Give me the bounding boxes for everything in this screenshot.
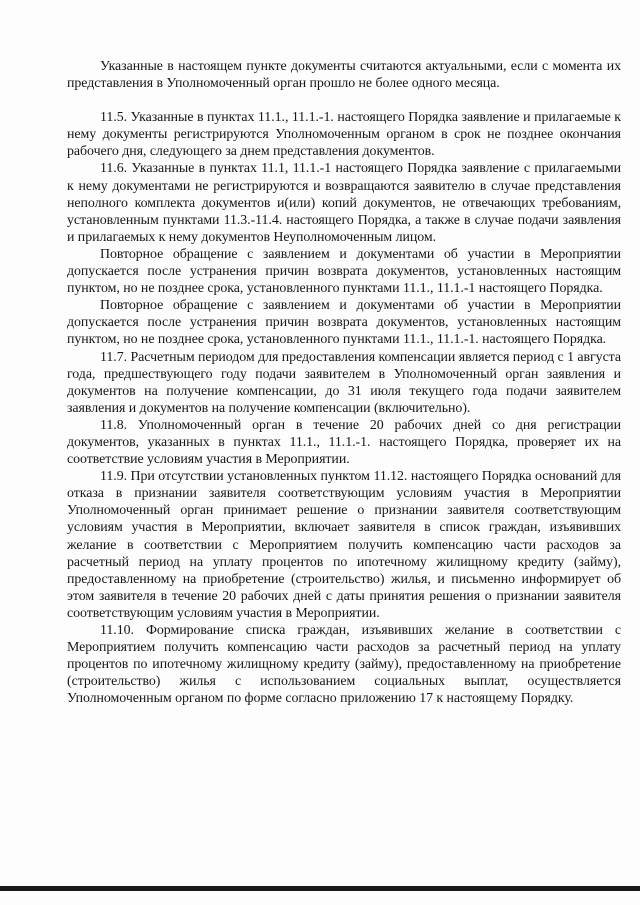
paragraph-repeat-application-2: Повторное обращение с заявлением и документами об участии в Мероприятии допускается после устранения причин возврата документов, установленных настоящим пунктом, но не позднее срока, установленного пунктами 11.1., 11.1.-1. настоящего Порядка. <box>67 298 621 348</box>
paragraph-11-9: 11.9. При отсутствии установленных пунктом 11.12. настоящего Порядка оснований для отказа в признании заявителя соответствующим условиям участия в Мероприятии Уполномоченный орган принимает решение о признании заявителя соответствующим условиям участия в Мероприятии, включает заявителя в список граждан, изъявивших желание в соответствии с Мероприятием получить компенсацию части расходов за расчетный период на уплату процентов по ипотечному жилищному кредиту (займу), предоставленному на приобретение (строительство) жилья, и письменно информирует об этом заявителя в течение 20 рабочих дней с даты принятия решения о признании заявителя соответствующим условиям участия в Мероприятии. <box>67 469 621 621</box>
paragraph-11-6: 11.6. Указанные в пунктах 11.1, 11.1.-1 настоящего Порядка заявление с прилагаемыми к нему документами не регистрируются и возвращаются заявителю в случае представления неполного комплекта документов и(или) копий документов, не отвечающих требованиям, установленным пунктами 11.3.-11.4. настоящего Порядка, а также в случае подачи заявления и прилагаемых к нему документов Неуполномоченным лицом. <box>67 161 621 245</box>
paragraph-11-8: 11.8. Уполномоченный орган в течение 20 рабочих дней со дня регистрации документов, указанных в пунктах 11.1., 11.1.-1. настоящего Порядка, проверяет их на соответствие условиям участия в Мероприятии. <box>67 417 621 468</box>
document-body <box>67 58 621 707</box>
paragraph-11-10: 11.10. Формирование списка граждан, изъявивших желание в соответствии с Мероприятием получить компенсацию части расходов за расчетный период на уплату процентов по ипотечному жилищному кредиту (займу), предоставленному на приобретение (строительство) жилья с использованием социальных выплат, осуществляется Уполномоченным органом по форме согласно приложению 17 к настоящему Порядку. <box>67 623 621 707</box>
paragraph-repeat-application-1: Повторное обращение с заявлением и документами об участии в Мероприятии допускается после устранения причин возврата документов, установленных настоящим пунктом, но не позднее срока, установленного пунктами 11.1., 11.1.-1 настоящего Порядка. <box>67 246 621 297</box>
scan-bottom-edge <box>0 886 640 891</box>
paragraph-11-5: 11.5. Указанные в пунктах 11.1., 11.1.-1. настоящего Порядка заявление и прилагаемые к нему документы регистрируются Уполномоченным органом в срок не позднее окончания рабочего дня, следующего за днем представления документов. <box>67 110 621 160</box>
paragraph-documents-validity: Указанные в настоящем пункте документы считаются актуальными, если с момента их представления в Уполномоченный орган прошло не более одного месяца. <box>67 59 621 92</box>
paragraph-11-7: 11.7. Расчетным периодом для предоставления компенсации является период с 1 августа года, предшествующего году подачи заявителем в Уполномоченный орган заявления и документов на получение компенсации, до 31 июля текущего года подачи заявителем заявления и документов на получение компенсации (включительно). <box>67 349 621 416</box>
